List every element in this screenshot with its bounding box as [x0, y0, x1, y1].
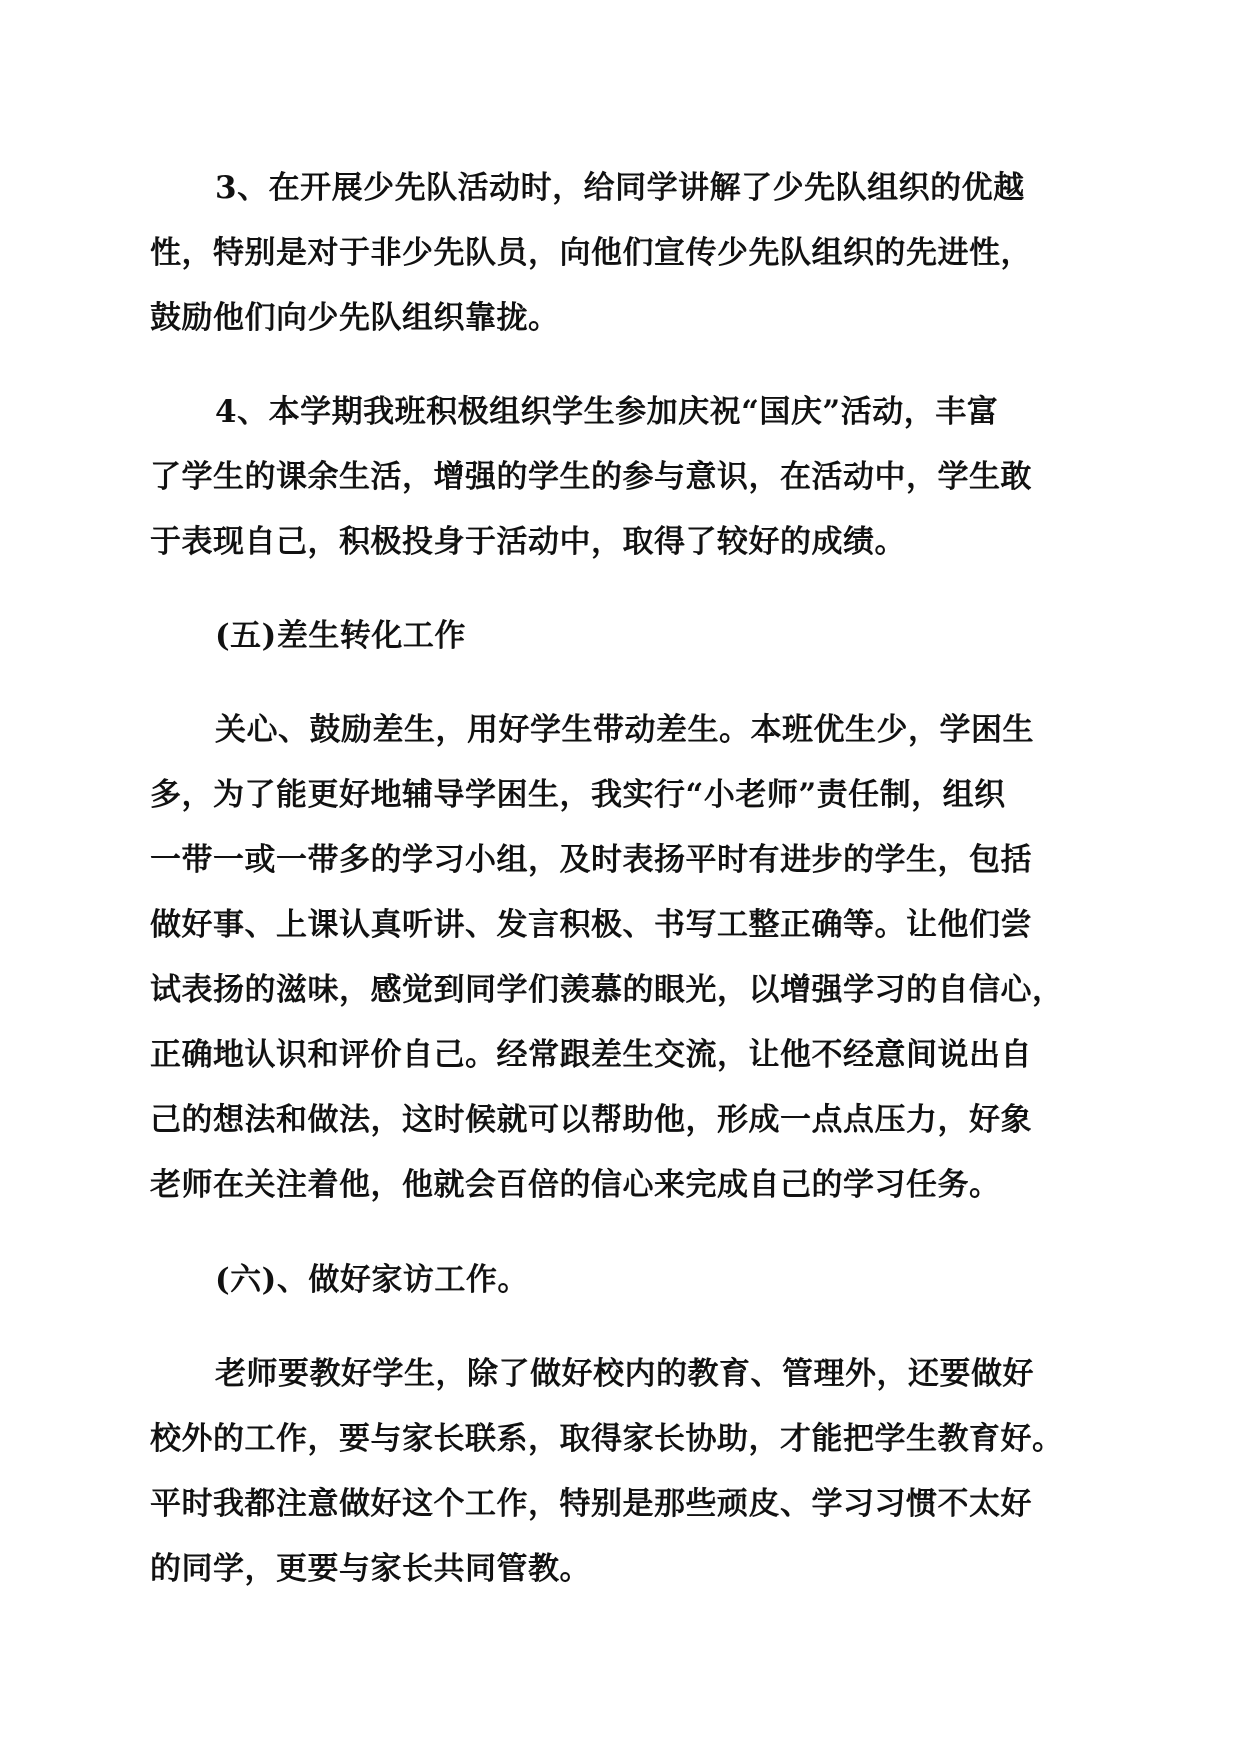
text-line: 4、本学期我班积极组织学生参加庆祝“国庆”活动，丰富: [215, 394, 999, 430]
text-line: 鼓励他们向少先队组织靠拢。: [150, 300, 560, 336]
text-line: 校外的工作，要与家长联系，取得家长协助，才能把学生教育好。: [150, 1421, 1064, 1457]
text-line: 做好事、上课认真听讲、发言积极、书写工整正确等。让他们尝: [150, 907, 1032, 943]
text-line: 老师在关注着他，他就会百倍的信心来完成自己的学习任务。: [150, 1167, 1001, 1203]
text-line: 老师要教好学生，除了做好校内的教育、管理外，还要做好: [215, 1356, 1034, 1392]
text-line: 正确地认识和评价自己。经常跟差生交流，让他不经意间说出自: [150, 1037, 1032, 1073]
text-line: 于表现自己，积极投身于活动中，取得了较好的成绩。: [150, 524, 906, 560]
text-line: 己的想法和做法，这时候就可以帮助他，形成一点点压力，好象: [150, 1102, 1032, 1138]
section-heading-5: (五)差生转化工作: [215, 618, 466, 654]
text-line: 一带一或一带多的学习小组，及时表扬平时有进步的学生，包括: [150, 842, 1032, 878]
text-line: 试表扬的滋味，感觉到同学们羡慕的眼光，以增强学习的自信心，: [150, 972, 1064, 1008]
text-line: 多，为了能更好地辅导学困生，我实行“小老师”责任制，组织: [150, 777, 1006, 813]
text-line: 了学生的课余生活，增强的学生的参与意识，在活动中，学生敢: [150, 459, 1032, 495]
section-heading-6: (六)、做好家访工作。: [215, 1262, 529, 1298]
text-line: 关心、鼓励差生，用好学生带动差生。本班优生少，学困生: [215, 712, 1034, 748]
text-line: 的同学，更要与家长共同管教。: [150, 1551, 591, 1587]
text-line: 3、在开展少先队活动时，给同学讲解了少先队组织的优越: [215, 170, 1025, 206]
text-line: 性，特别是对于非少先队员，向他们宣传少先队组织的先进性，: [150, 235, 1032, 271]
text-line: 平时我都注意做好这个工作，特别是那些顽皮、学习习惯不太好: [150, 1486, 1032, 1522]
